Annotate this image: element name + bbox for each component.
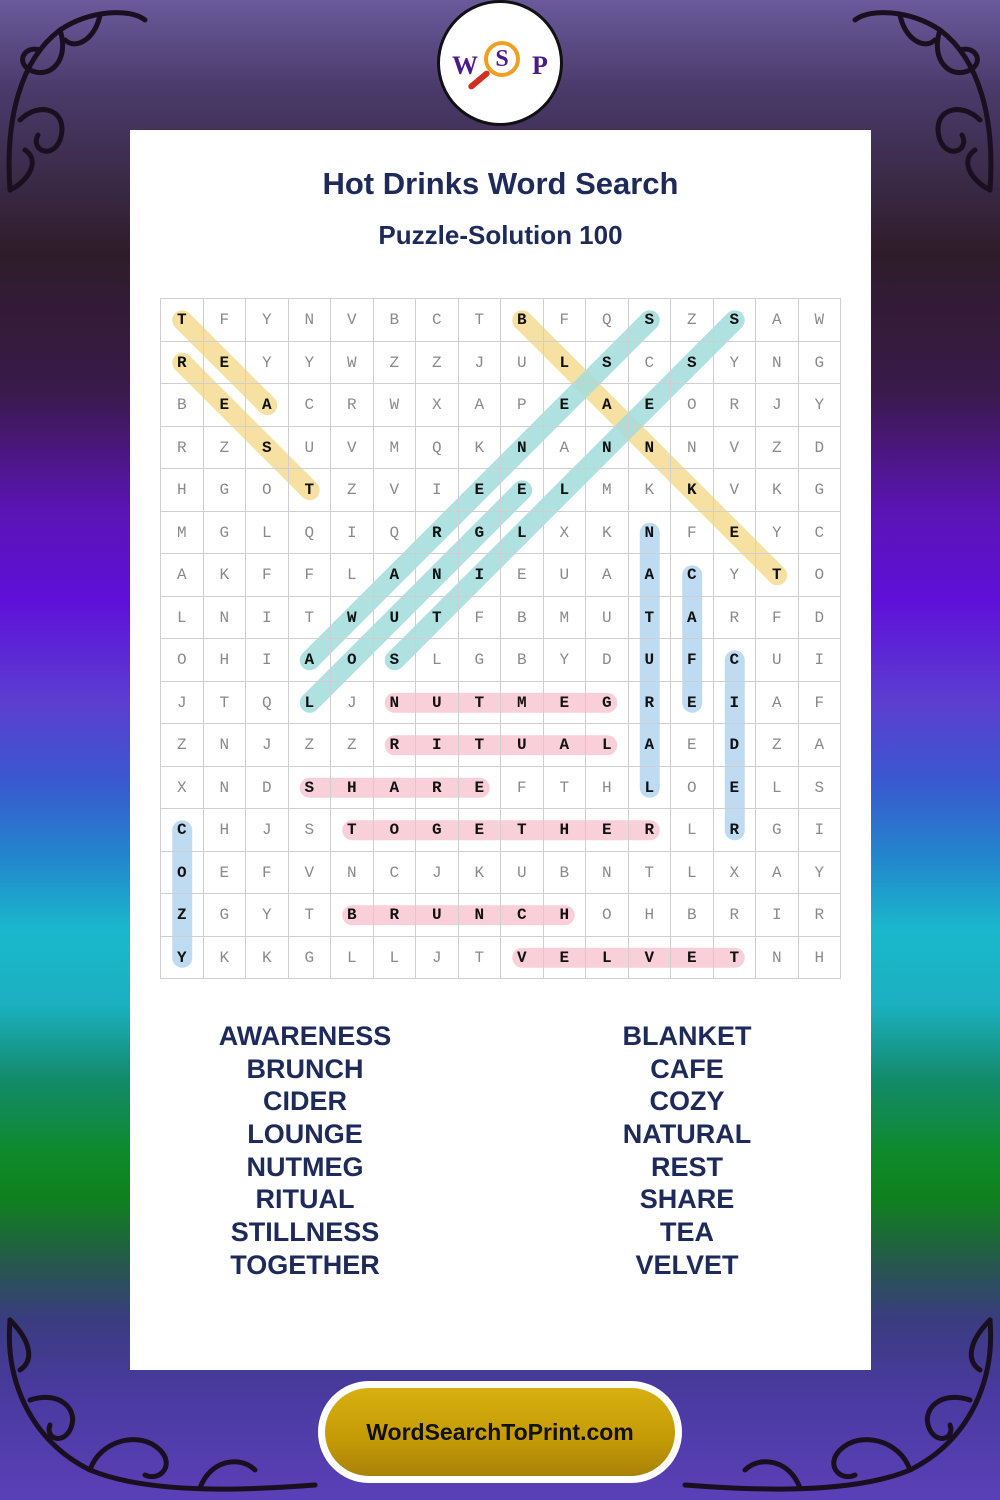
grid-cell[interactable]: S [586,342,629,385]
grid-cell[interactable]: Y [799,384,842,427]
grid-cell[interactable]: L [331,937,374,980]
grid-cell[interactable]: E [204,384,247,427]
word-list-item: VELVET [635,1249,739,1280]
grid-cell[interactable]: K [204,937,247,980]
grid-cell[interactable]: K [629,469,672,512]
word-list-item: LOUNGE [247,1119,363,1150]
grid-cell[interactable]: H [544,809,587,852]
grid-cell[interactable]: S [714,299,757,342]
grid-cell[interactable]: R [799,894,842,937]
grid-cell[interactable]: F [671,512,714,555]
grid-cell[interactable]: N [204,724,247,767]
grid-cell[interactable]: I [331,512,374,555]
grid-cell[interactable]: X [416,384,459,427]
grid-cell[interactable]: A [161,554,204,597]
grid-cell[interactable]: F [501,767,544,810]
grid-cell[interactable]: R [714,894,757,937]
grid-cell[interactable]: S [374,639,417,682]
grid-cell[interactable]: D [799,597,842,640]
grid-cell[interactable]: G [289,937,332,980]
grid-cell[interactable]: J [416,937,459,980]
grid-cell[interactable]: E [204,342,247,385]
word-list-item: COZY [649,1086,725,1117]
grid-cell[interactable]: D [799,427,842,470]
grid-cell[interactable]: G [204,469,247,512]
grid-cell[interactable]: A [246,384,289,427]
grid-cell[interactable]: N [756,937,799,980]
grid-cell[interactable]: E [501,469,544,512]
grid-cell[interactable]: Y [246,342,289,385]
grid-cell[interactable]: U [416,894,459,937]
grid-cell[interactable]: N [459,894,502,937]
grid-cell[interactable]: T [459,682,502,725]
grid-cell[interactable]: V [331,427,374,470]
grid-cell[interactable]: R [416,767,459,810]
ornament-top-right [850,0,1000,200]
grid-cell[interactable]: U [416,682,459,725]
grid-cell[interactable]: Q [586,299,629,342]
grid-cell[interactable]: Y [289,342,332,385]
grid-cell[interactable]: N [204,597,247,640]
ornament-top-left [0,0,150,200]
grid-cell[interactable]: I [246,597,289,640]
grid-cell[interactable]: Z [756,724,799,767]
grid-cell[interactable]: A [756,852,799,895]
grid-cell[interactable]: E [544,384,587,427]
grid-cell[interactable]: G [204,894,247,937]
grid-cell[interactable]: R [374,894,417,937]
grid-cell[interactable]: F [756,597,799,640]
grid-cell[interactable]: A [586,384,629,427]
grid-cell[interactable]: Y [714,554,757,597]
grid-cell[interactable]: L [331,554,374,597]
grid-cell[interactable]: E [671,937,714,980]
grid-cell[interactable]: H [204,809,247,852]
grid-cell[interactable]: Q [289,512,332,555]
grid-cell[interactable]: N [586,852,629,895]
grid-cell[interactable]: N [629,427,672,470]
grid-cell[interactable]: M [161,512,204,555]
grid-cell[interactable]: B [331,894,374,937]
grid-cell[interactable]: K [756,469,799,512]
grid-cell[interactable]: L [544,342,587,385]
grid-cell[interactable]: N [756,342,799,385]
grid-cell[interactable]: L [161,597,204,640]
grid-cell[interactable]: L [586,724,629,767]
word-list-item: SHARE [639,1184,735,1215]
grid-cell[interactable]: U [756,639,799,682]
grid-cell[interactable]: Y [799,852,842,895]
page-title: Hot Drinks Word Search [322,166,679,201]
grid-cell[interactable]: R [331,384,374,427]
grid-cell[interactable]: W [331,597,374,640]
grid-cell[interactable]: F [671,639,714,682]
grid-cell[interactable]: S [289,809,332,852]
grid-cell[interactable]: N [374,682,417,725]
grid-cell[interactable]: U [289,427,332,470]
logo-letter-s: S [484,41,520,77]
grid-cell[interactable]: Y [246,299,289,342]
grid-cell[interactable]: B [374,299,417,342]
grid-cell[interactable]: I [416,724,459,767]
grid-cell[interactable]: S [629,299,672,342]
grid-cell[interactable]: L [629,767,672,810]
grid-cell[interactable]: D [586,639,629,682]
word-list-item: RITUAL [255,1184,355,1215]
word-list-item: CAFE [650,1053,724,1084]
grid-cell[interactable]: J [161,682,204,725]
grid-cell[interactable]: T [629,597,672,640]
grid-cell[interactable]: L [544,469,587,512]
grid-cell[interactable]: T [501,809,544,852]
grid-cell[interactable]: A [374,554,417,597]
word-list-item: AWARENESS [218,1021,392,1051]
grid-cell[interactable]: E [671,682,714,725]
grid-cell[interactable]: A [799,724,842,767]
grid-cell[interactable]: O [671,767,714,810]
grid-cell[interactable]: R [161,342,204,385]
wsp-logo [437,0,563,126]
grid-cell[interactable]: D [246,767,289,810]
grid-cell[interactable]: V [331,299,374,342]
grid-cell[interactable]: E [671,724,714,767]
grid-cell[interactable]: U [374,597,417,640]
grid-cell[interactable]: G [204,512,247,555]
grid-cell[interactable]: U [586,597,629,640]
grid-cell[interactable]: H [586,767,629,810]
grid-cell[interactable]: L [586,937,629,980]
grid-cell[interactable]: K [459,427,502,470]
grid-cell[interactable]: K [246,937,289,980]
grid-cell[interactable]: A [289,639,332,682]
grid-cell[interactable]: S [246,427,289,470]
grid-cell[interactable]: I [714,682,757,725]
grid-cell[interactable]: V [714,427,757,470]
grid-cell[interactable]: G [756,809,799,852]
grid-cell[interactable]: G [459,512,502,555]
grid-cell[interactable]: E [501,554,544,597]
grid-cell[interactable]: X [544,512,587,555]
grid-cell[interactable]: T [289,597,332,640]
grid-cell[interactable]: Z [374,342,417,385]
grid-cell[interactable]: Y [544,639,587,682]
grid-cell[interactable]: N [416,554,459,597]
grid-cell[interactable]: R [629,682,672,725]
grid-cell[interactable]: C [671,554,714,597]
puzzle-card [130,130,871,1370]
grid-cell[interactable]: Y [714,342,757,385]
grid-cell[interactable]: X [161,767,204,810]
grid-cell[interactable]: I [799,639,842,682]
letter-grid [160,298,841,979]
grid-cell[interactable]: U [501,724,544,767]
grid-cell[interactable]: I [756,894,799,937]
grid-cell[interactable]: A [586,554,629,597]
grid-cell[interactable]: S [799,767,842,810]
grid-cell[interactable]: C [289,384,332,427]
grid-cell[interactable]: N [289,299,332,342]
grid-cell[interactable]: T [204,682,247,725]
grid-cell[interactable]: R [629,809,672,852]
grid-cell[interactable]: L [374,937,417,980]
grid-cell[interactable]: A [544,427,587,470]
grid-cell[interactable]: L [416,639,459,682]
grid-cell[interactable]: S [289,767,332,810]
word-list-column-2 [502,1020,872,1282]
grid-cell[interactable]: G [799,342,842,385]
grid-cell[interactable]: C [501,894,544,937]
grid-cell[interactable]: E [204,852,247,895]
grid-cell[interactable]: Z [289,724,332,767]
grid-cell[interactable]: Z [331,469,374,512]
grid-cell[interactable]: G [416,809,459,852]
logo-letter-p: P [532,51,548,80]
grid-cell[interactable]: M [501,682,544,725]
grid-cell[interactable]: A [544,724,587,767]
grid-cell[interactable]: O [246,469,289,512]
grid-cell[interactable]: E [544,682,587,725]
grid-cell[interactable]: H [799,937,842,980]
grid-cell[interactable]: E [714,767,757,810]
grid-cell[interactable]: F [544,299,587,342]
grid-cell[interactable]: A [756,299,799,342]
grid-cell[interactable]: T [459,937,502,980]
grid-cell[interactable]: C [799,512,842,555]
grid-cell[interactable]: T [331,809,374,852]
grid-cell[interactable]: Z [204,427,247,470]
grid-cell[interactable]: C [374,852,417,895]
grid-cell[interactable]: A [756,682,799,725]
grid-cell[interactable]: V [374,469,417,512]
word-list-column-1 [120,1020,490,1282]
grid-cell[interactable]: Y [246,894,289,937]
grid-cell[interactable]: U [544,554,587,597]
grid-cell[interactable]: Z [161,724,204,767]
grid-cell[interactable]: O [799,554,842,597]
grid-cell[interactable]: H [204,639,247,682]
grid-cell[interactable]: E [629,384,672,427]
grid-cell[interactable]: Q [374,512,417,555]
grid-cell[interactable]: T [756,554,799,597]
grid-cell[interactable]: C [161,809,204,852]
grid-cell[interactable]: R [714,384,757,427]
grid-cell[interactable]: L [756,767,799,810]
grid-cell[interactable]: K [459,852,502,895]
grid-cell[interactable]: L [289,682,332,725]
grid-cell[interactable]: T [459,299,502,342]
grid-cell[interactable]: R [416,512,459,555]
grid-cell[interactable]: K [586,512,629,555]
grid-cell[interactable]: T [714,937,757,980]
grid-cell[interactable]: V [289,852,332,895]
grid-cell[interactable]: W [799,299,842,342]
word-list-item: STILLNESS [230,1217,380,1248]
grid-cell[interactable]: V [501,937,544,980]
grid-cell[interactable]: B [671,894,714,937]
grid-cell[interactable]: O [586,894,629,937]
grid-cell[interactable]: N [331,852,374,895]
grid-cell[interactable]: Z [416,342,459,385]
grid-cell[interactable]: I [799,809,842,852]
grid-cell[interactable]: T [459,724,502,767]
grid-cell[interactable]: M [544,597,587,640]
grid-cell[interactable]: B [501,639,544,682]
grid-cell[interactable]: R [714,809,757,852]
grid-cell[interactable]: A [629,554,672,597]
grid-cell[interactable]: A [629,724,672,767]
logo-letter-w: W [452,51,478,80]
word-list-item: NUTMEG [246,1151,364,1182]
grid-cell[interactable]: J [416,852,459,895]
word-list-item: TEA [660,1217,714,1248]
grid-cell[interactable]: T [161,299,204,342]
grid-cell[interactable]: T [289,469,332,512]
grid-cell[interactable]: T [289,894,332,937]
grid-cell[interactable]: D [714,724,757,767]
grid-cell[interactable]: R [714,597,757,640]
grid-cell[interactable]: K [671,469,714,512]
grid-cell[interactable]: P [501,384,544,427]
grid-cell[interactable]: J [756,384,799,427]
grid-cell[interactable]: E [459,767,502,810]
grid-cell[interactable]: Z [756,427,799,470]
grid-cell[interactable]: M [586,469,629,512]
grid-cell[interactable]: O [161,639,204,682]
grid-cell[interactable]: I [246,639,289,682]
grid-cell[interactable]: C [629,342,672,385]
grid-cell[interactable]: G [799,469,842,512]
grid-cell[interactable]: B [501,597,544,640]
grid-cell[interactable]: W [331,342,374,385]
grid-cell[interactable]: K [204,554,247,597]
grid-cell[interactable]: A [671,597,714,640]
grid-cell[interactable]: E [459,809,502,852]
grid-cell[interactable]: F [246,852,289,895]
grid-cell[interactable]: H [331,767,374,810]
grid-cell[interactable]: O [331,639,374,682]
grid-cell[interactable]: T [629,852,672,895]
grid-cell[interactable]: L [671,809,714,852]
grid-cell[interactable]: U [501,852,544,895]
grid-cell[interactable]: M [374,427,417,470]
grid-cell[interactable]: F [459,597,502,640]
grid-cell[interactable]: J [246,724,289,767]
grid-cell[interactable]: A [374,767,417,810]
grid-cell[interactable]: F [204,299,247,342]
grid-cell[interactable]: N [586,427,629,470]
grid-cell[interactable]: H [629,894,672,937]
grid-cell[interactable]: L [671,852,714,895]
grid-cell[interactable]: F [246,554,289,597]
grid-cell[interactable]: N [671,427,714,470]
grid-cell[interactable]: I [459,554,502,597]
grid-cell[interactable]: S [671,342,714,385]
grid-cell[interactable]: T [544,767,587,810]
grid-cell[interactable]: H [544,894,587,937]
grid-cell[interactable]: B [544,852,587,895]
grid-cell[interactable]: L [501,512,544,555]
grid-cell[interactable]: E [586,809,629,852]
grid-cell[interactable]: N [629,512,672,555]
grid-cell[interactable]: Z [331,724,374,767]
grid-cell[interactable]: R [161,427,204,470]
grid-cell[interactable]: E [714,512,757,555]
word-list-item: BLANKET [622,1021,752,1051]
page-subtitle: Puzzle-Solution 100 [378,220,623,250]
word-list-item: CIDER [262,1086,347,1117]
grid-cell[interactable]: Y [756,512,799,555]
grid-cell[interactable]: E [544,937,587,980]
grid-cell[interactable]: Z [671,299,714,342]
word-list-item: TOGETHER [230,1249,380,1280]
grid-cell[interactable]: O [671,384,714,427]
grid-cell[interactable]: F [799,682,842,725]
grid-cell[interactable]: G [459,639,502,682]
grid-cell[interactable]: O [374,809,417,852]
grid-cell[interactable]: V [714,469,757,512]
grid-cell[interactable]: U [629,639,672,682]
grid-cell[interactable]: W [374,384,417,427]
website-link[interactable]: WordSearchToPrint.com [325,1388,675,1476]
grid-cell[interactable]: Z [161,894,204,937]
grid-cell[interactable]: J [459,342,502,385]
word-list-item: NATURAL [622,1119,752,1150]
grid-cell[interactable]: B [161,384,204,427]
grid-cell[interactable]: O [161,852,204,895]
grid-cell[interactable]: B [501,299,544,342]
grid-cell[interactable]: I [416,469,459,512]
grid-cell[interactable]: G [586,682,629,725]
word-list-item: BRUNCH [246,1053,364,1084]
grid-cell[interactable]: Q [246,682,289,725]
grid-cell[interactable]: C [416,299,459,342]
grid-cell[interactable]: U [501,342,544,385]
grid-cell[interactable]: F [289,554,332,597]
grid-cell[interactable]: Y [161,937,204,980]
grid-cell[interactable]: R [374,724,417,767]
grid-cell[interactable]: H [161,469,204,512]
grid-cell[interactable]: N [501,427,544,470]
grid-cell[interactable]: N [204,767,247,810]
grid-cell[interactable]: T [416,597,459,640]
grid-cell[interactable]: A [459,384,502,427]
website-badge [318,1381,682,1483]
grid-cell[interactable]: X [714,852,757,895]
grid-cell[interactable]: V [629,937,672,980]
grid-cell[interactable]: L [246,512,289,555]
grid-cell[interactable]: E [459,469,502,512]
word-list-item: REST [650,1151,723,1182]
grid-cell[interactable]: C [714,639,757,682]
grid-cell[interactable]: J [331,682,374,725]
grid-cell[interactable]: Q [416,427,459,470]
grid-cell[interactable]: J [246,809,289,852]
